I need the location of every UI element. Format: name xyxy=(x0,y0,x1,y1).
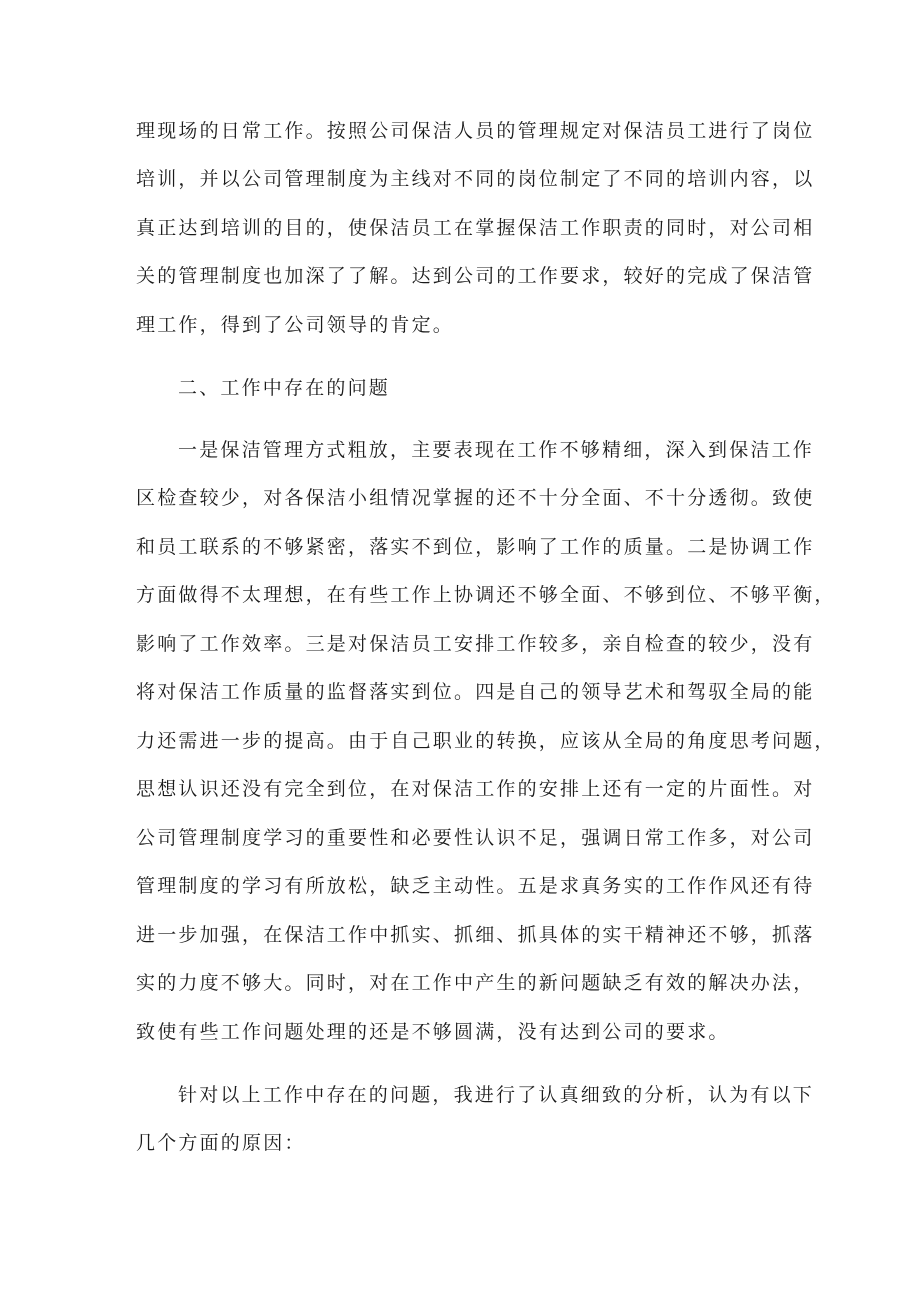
paragraph-1-line-4: 关的管理制度也加深了了解。达到公司的工作要求，较好的完成了保洁管 xyxy=(136,265,815,287)
paragraph-2-line-7: 力还需进一步的提高。由于自己职业的转换，应该从全局的角度思考问题， xyxy=(136,730,836,752)
paragraph-2-line-8: 思想认识还没有完全到位，在对保洁工作的安排上还有一定的片面性。对 xyxy=(136,778,815,800)
paragraph-1-line-3: 真正达到培训的目的，使保洁员工在掌握保洁工作职责的同时，对公司相 xyxy=(136,217,815,239)
paragraph-2-line-2: 区检查较少，对各保洁小组情况掌握的还不十分全面、不十分透彻。致使 xyxy=(136,487,815,509)
paragraph-2-line-9: 公司管理制度学习的重要性和必要性认识不足，强调日常工作多，对公司 xyxy=(136,827,815,849)
section-heading: 二、工作中存在的问题 xyxy=(178,377,391,399)
paragraph-2-line-3: 和员工联系的不够紧密，落实不到位，影响了工作的质量。二是协调工作 xyxy=(136,536,815,558)
paragraph-2-line-4: 方面做得不太理想，在有些工作上协调还不够全面、不够到位、不够平衡， xyxy=(136,584,836,606)
paragraph-2-line-11: 进一步加强，在保洁工作中抓实、抓细、抓具体的实干精神还不够，抓落 xyxy=(136,924,815,946)
paragraph-2-line-6: 将对保洁工作质量的监督落实到位。四是自己的领导艺术和驾驭全局的能 xyxy=(136,681,815,703)
paragraph-2-line-5: 影响了工作效率。三是对保洁员工安排工作较多，亲自检查的较少，没有 xyxy=(136,633,815,655)
paragraph-3-line-2: 几个方面的原因： xyxy=(136,1132,306,1154)
paragraph-2-line-10: 管理制度的学习有所放松，缺乏主动性。五是求真务实的工作作风还有待 xyxy=(136,875,815,897)
paragraph-2-line-13: 致使有些工作问题处理的还是不够圆满，没有达到公司的要求。 xyxy=(136,1021,730,1043)
paragraph-2-line-1: 一是保洁管理方式粗放，主要表现在工作不够精细，深入到保洁工作 xyxy=(178,439,815,461)
paragraph-1-line-5: 理工作，得到了公司领导的肯定。 xyxy=(136,314,455,336)
paragraph-2-line-12: 实的力度不够大。同时，对在工作中产生的新问题缺乏有效的解决办法， xyxy=(136,972,815,994)
paragraph-3-line-1: 针对以上工作中存在的问题，我进行了认真细致的分析，认为有以下 xyxy=(178,1084,815,1106)
paragraph-1-line-1: 理现场的日常工作。按照公司保洁人员的管理规定对保洁员工进行了岗位 xyxy=(136,120,815,142)
paragraph-1-line-2: 培训，并以公司管理制度为主线对不同的岗位制定了不同的培训内容，以 xyxy=(136,168,815,190)
